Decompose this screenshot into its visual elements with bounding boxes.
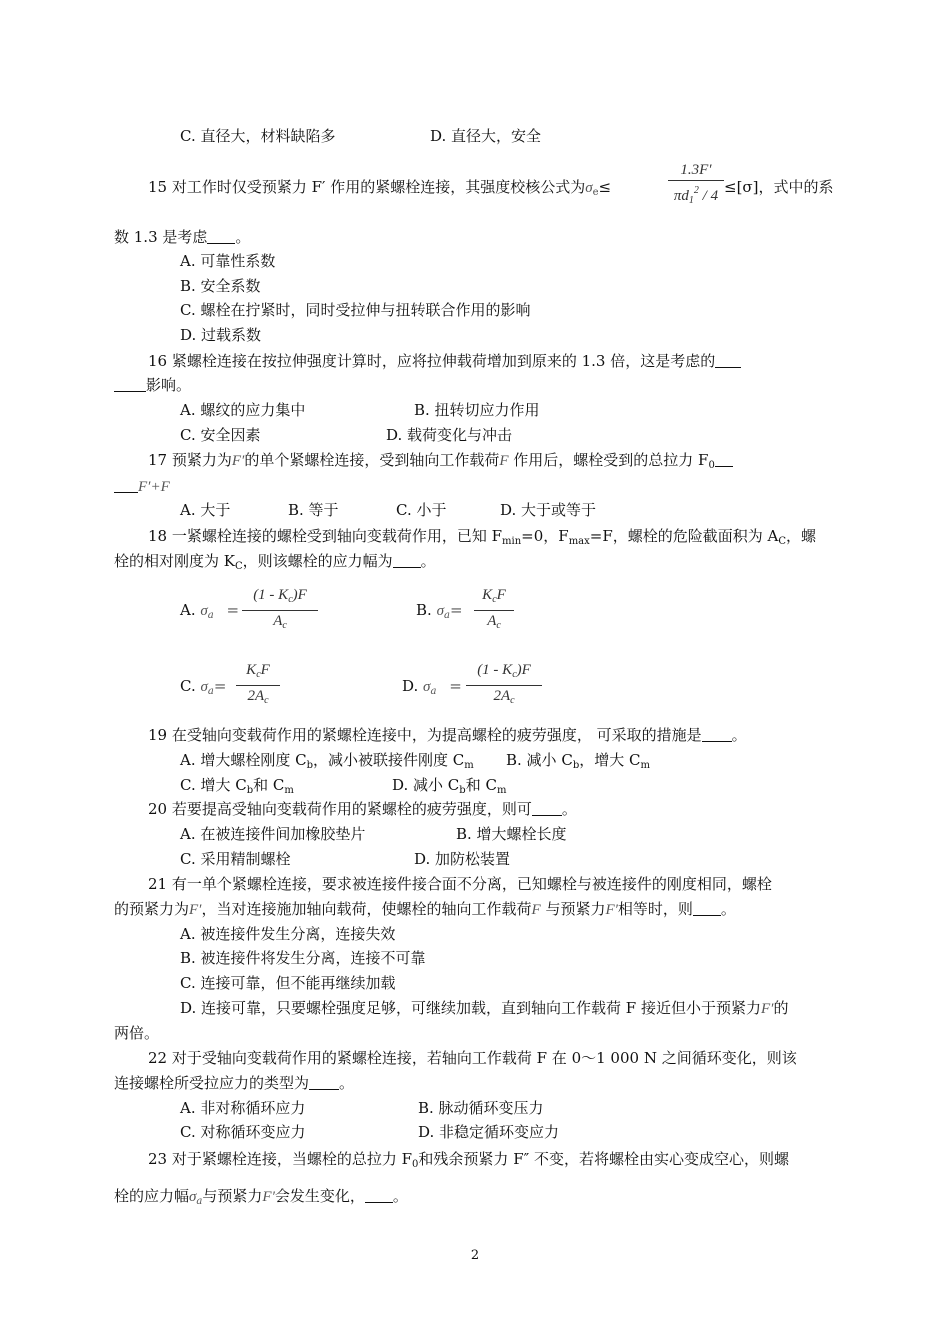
q15-stem-tail: ≤[σ]，式中的系 [724,178,834,196]
q15-option-c: C. 螺栓在拧紧时，同时受拉伸与扭转联合作用的影响 [180,301,531,319]
q18-stem-line2: 栓的相对刚度为 $K_C$，则该螺栓的应力幅为 。 [114,552,436,572]
q18-option-b-label: B. $\sigma_a=$ [416,601,463,621]
q21-option-c: C. 连接可靠，但不能再继续加载 [180,974,396,992]
q19-option-d: D. 减小 $C_b$和 $C_m$ [392,776,507,796]
answer-blank [702,727,732,742]
q22-option-d: D. 非稳定循环变应力 [418,1123,560,1141]
answer-blank [532,801,562,816]
answer-blank [693,901,721,916]
answer-blank [309,1075,339,1090]
q15-option-b: B. 安全系数 [180,277,261,295]
q16-option-c: C. 安全因素 [180,426,261,444]
q18-option-d-fraction: $(1 - K_c)F$ $2A_c$ [466,660,542,711]
q23-stem-line2: 栓的应力幅$\sigma_a$与预紧力F′会发生变化， 。 [114,1187,408,1207]
answer-blank [365,1188,393,1203]
q17-stem-line1: 17 预紧力为F′的单个紧螺栓连接，受到轴向工作载荷F 作用后，螺栓受到的总拉力 $F_0$ [148,450,733,476]
q17-option-b: B. 等于 [288,501,339,519]
answer-blank [393,553,421,568]
q17-option-a: A. 大于 [180,501,231,519]
q18-option-a-fraction: $(1 - K_c)F$ $A_c$ [242,585,318,636]
q21-option-d: D. 连接可靠，只要螺栓强度足够，可继续加载，直到轴向工作载荷 F 接近但小于预紧力F′的 [180,999,789,1017]
q21-option-a: A. 被连接件发生分离，连接失效 [180,925,396,943]
answer-blank [114,478,138,493]
q20-option-d: D. 加防松装置 [414,850,511,868]
q18-option-c-label: C. $\sigma_a=$ [180,677,227,697]
q21-stem-line2: 的预紧力为F′，当对连接施加轴向载荷，使螺栓的轴向工作载荷F 与预紧力F′相等时，则 。 [114,900,736,918]
q19-option-c: C. 增大 $C_b$和 $C_m$ [180,776,294,796]
q16-option-b: B. 扭转切应力作用 [414,401,540,419]
q20-option-b: B. 增大螺栓长度 [456,825,567,843]
q22-option-b: B. 脉动循环变压力 [418,1099,544,1117]
q21-stem-line1: 21 有一单个紧螺栓连接，要求被连接件接合面不分离，已知螺栓与被连接件的刚度相同，螺栓 [148,875,772,893]
q22-stem-line1: 22 对于受轴向变载荷作用的紧螺栓连接，若轴向工作载荷 F 在 0～1 000 N 之间循环变化，则该 [148,1049,797,1067]
q18-option-a-label: A. $\sigma_a$ = [180,601,240,621]
q15-stem-line1: 15 对工作时仅受预紧力 F′ 作用的紧螺栓连接，其强度校核公式为$\sigma_e\le$ [148,178,612,198]
page-number: 2 [470,1248,480,1263]
q18-stem-line1: 18 一紧螺栓连接的螺栓受到轴向变载荷作用，已知 $F_{min}=0$，$F_{max}=F$，螺栓的危险截面积为 $A_C$，螺 [148,527,817,547]
q22-option-a: A. 非对称循环应力 [180,1099,306,1117]
q14-option-d: D. 直径大，安全 [430,127,542,145]
answer-blank [715,353,741,368]
q21-option-d-cont: 两倍。 [114,1024,160,1042]
q16-option-d: D. 载荷变化与冲击 [386,426,513,444]
q18-option-c-fraction: $K_cF$ $2A_c$ [236,660,280,711]
q19-option-b: B. 减小 $C_b$，增大 $C_m$ [506,751,650,771]
q15-option-a: A. 可靠性系数 [180,252,276,270]
q22-option-c: C. 对称循环变应力 [180,1123,306,1141]
answer-blank [114,377,146,392]
q17-stem-line2: F′+F [114,476,170,497]
q14-option-c: C. 直径大，材料缺陷多 [180,127,336,145]
answer-blank [207,229,235,244]
q15-formula-fraction: 1.3F′ $\pi d_1^2 / 4$ [668,160,724,211]
q17-option-d: D. 大于或等于 [500,501,597,519]
q15-option-d: D. 过载系数 [180,326,262,344]
q19-option-a: A. 增大螺栓刚度 $C_b$，减小被联接件刚度 $C_m$ [180,751,474,771]
q20-stem: 20 若要提高受轴向变载荷作用的紧螺栓的疲劳强度，则可 。 [148,800,577,818]
q22-stem-line2: 连接螺栓所受拉应力的类型为 。 [114,1074,355,1092]
q17-option-c: C. 小于 [396,501,447,519]
q16-stem-line1: 16 紧螺栓连接在按拉伸强度计算时，应将拉伸载荷增加到原来的 1.3 倍，这是考虑的 [148,351,741,371]
q18-option-b-fraction: $K_cF$ $A_c$ [474,585,514,636]
q15-stem-line2: 数 1.3 是考虑 。 [114,228,251,246]
q21-option-b: B. 被连接件将发生分离，连接不可靠 [180,949,426,967]
answer-blank [715,452,733,467]
q20-option-c: C. 采用精制螺栓 [180,850,291,868]
q16-option-a: A. 螺纹的应力集中 [180,401,306,419]
q16-stem-line2: 影响。 [114,375,191,395]
q20-option-a: A. 在被连接件间加橡胶垫片 [180,825,366,843]
q19-stem: 19 在受轴向变载荷作用的紧螺栓连接中，为提高螺栓的疲劳强度， 可采取的措施是 。 [148,726,747,744]
q18-option-d-label: D. $\sigma_a$ = [402,677,462,697]
q23-stem-line1: 23 对于紧螺栓连接，当螺栓的总拉力 $F_0$和残余预紧力 F″ 不变，若将螺栓由实心变成空心，则螺 [148,1150,789,1170]
